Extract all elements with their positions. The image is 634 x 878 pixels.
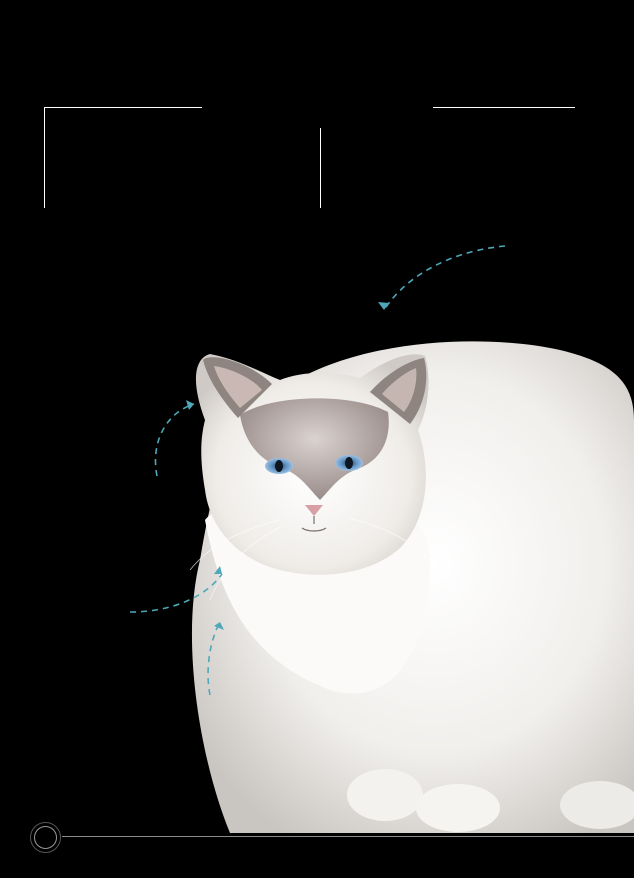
page-number (34, 826, 57, 849)
footer-rule (62, 836, 634, 837)
